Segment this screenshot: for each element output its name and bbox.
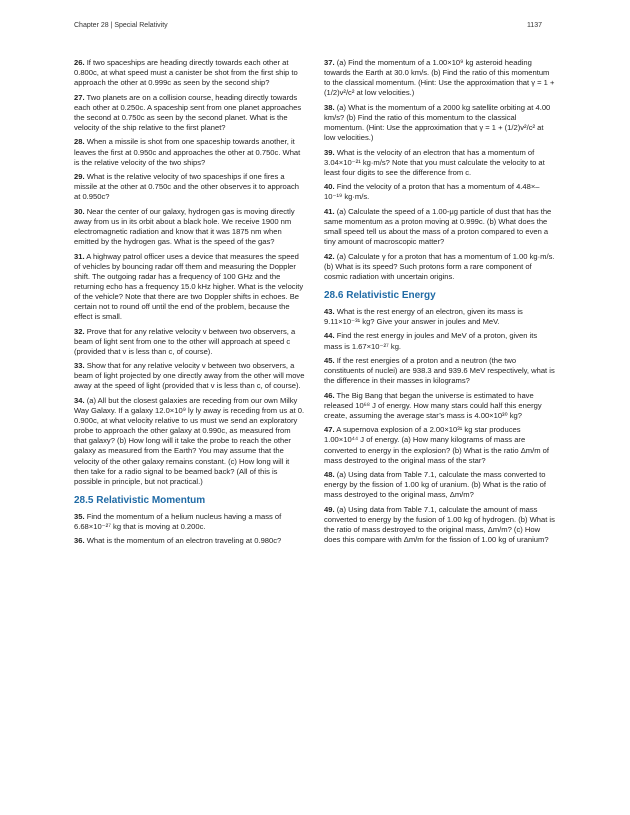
problem-number: 36. bbox=[74, 536, 85, 546]
problem-text: Find the velocity of a proton that has a momentum of 4.48×–10⁻¹⁹ kg·m/s. bbox=[324, 182, 540, 202]
chapter-title: Chapter 28 | Special Relativity bbox=[74, 22, 168, 29]
section-heading: 28.5 Relativistic Momentum bbox=[74, 494, 206, 506]
problem-number: 30. bbox=[74, 206, 85, 216]
problem-number: 29. bbox=[74, 172, 85, 182]
problem-text: What is the momentum of an electron traveling at 0.980c? bbox=[86, 536, 282, 546]
problem-34 bbox=[74, 396, 305, 487]
problem-number: 40. bbox=[324, 182, 335, 192]
problem-26 bbox=[74, 58, 305, 88]
problem-text: What is the relative velocity of two spaceships if one fires a missile at the other at 0.750c and the other observes it to approach at 0.950c? bbox=[74, 172, 299, 202]
problem-number: 46. bbox=[324, 390, 335, 400]
problem-32 bbox=[74, 327, 305, 357]
problem-text: (a) Using data from Table 7.1, calculate the amount of mass converted to energy by the fusion of 1.00 kg of hydrogen. (b) What is the ratio of mass destroyed to the original mass, Δm/m? (c) How does this compare with Δm/m for the fission of 1.00 kg of uranium? bbox=[324, 504, 555, 545]
problem-text: (a) Using data from Table 7.1, calculate the mass converted to energy by the fission of 1.00 kg of uranium. (b) What is the ratio of mass destroyed to the original mass, Δm/m? bbox=[324, 470, 547, 500]
page-number: 1137 bbox=[526, 22, 542, 29]
problem-49 bbox=[324, 505, 556, 545]
problem-text: (a) Calculate γ for a proton that has a momentum of 1.00 kg·m/s. (b) What is its speed? Such protons form a rare component of cosmic radiation with uncertain origins. bbox=[324, 251, 555, 281]
problem-35 bbox=[74, 512, 305, 532]
problem-29 bbox=[74, 172, 305, 202]
problem-48 bbox=[324, 470, 556, 500]
problem-text: Find the rest energy in joules and MeV of a proton, given its mass is 1.67×10⁻²⁷ kg. bbox=[324, 331, 538, 351]
problem-number: 49. bbox=[324, 504, 335, 514]
problem-44 bbox=[324, 331, 556, 351]
right-column bbox=[324, 58, 556, 550]
problem-number: 43. bbox=[324, 306, 335, 316]
problem-number: 27. bbox=[74, 92, 85, 102]
problem-number: 47. bbox=[324, 425, 335, 435]
problem-number: 37. bbox=[324, 58, 335, 67]
problem-number: 38. bbox=[324, 102, 335, 112]
problem-42 bbox=[324, 252, 556, 282]
problem-text: (a) Find the momentum of a 1.00×10⁹ kg asteroid heading towards the Earth at 30.0 km/s. (b) Find the ratio of this momentum to the classical momentum. (Hint: Use the approximation that γ = 1 + (1/2)v²/c² at low velocities.) bbox=[324, 58, 555, 98]
problem-text: What is the velocity of an electron that has a momentum of 3.04×10⁻²¹ kg·m/s? Note that you must calculate the velocity to at least four digits to see the difference from c. bbox=[324, 147, 545, 177]
problem-number: 33. bbox=[74, 361, 85, 371]
problem-36 bbox=[74, 536, 305, 546]
problem-46 bbox=[324, 391, 556, 421]
problem-number: 44. bbox=[324, 331, 335, 341]
problem-text: What is the rest energy of an electron, given its mass is 9.11×10⁻³¹ kg? Give your answer in joules and MeV. bbox=[324, 306, 523, 326]
problem-number: 42. bbox=[324, 251, 335, 261]
problem-text: (a) Calculate the speed of a 1.00-μg particle of dust that has the same momentum as a proton moving at 0.999c. (b) What does the small speed tell us about the mass of a proton compared to even a tiny amount of macroscopic matter? bbox=[324, 206, 552, 247]
problem-number: 39. bbox=[324, 147, 335, 157]
section-heading: 28.6 Relativistic Energy bbox=[324, 289, 436, 301]
problem-43 bbox=[324, 307, 556, 327]
problem-text: Find the momentum of a helium nucleus having a mass of 6.68×10⁻²⁷ kg that is moving at 0.200c. bbox=[74, 511, 282, 531]
problem-number: 28. bbox=[74, 137, 85, 147]
problem-30 bbox=[74, 207, 305, 247]
problem-28 bbox=[74, 137, 305, 167]
problem-number: 34. bbox=[74, 395, 85, 405]
problem-text: Show that for any relative velocity v between two observers, a beam of light projected by one directly away from the other will move away at the speed of light (provided that v is less than c, of course). bbox=[74, 361, 305, 391]
problem-text: The Big Bang that began the universe is estimated to have released 10⁶⁸ J of energy. How many stars could half this energy create, assuming the average star’s mass is 4.00×10³⁰ kg? bbox=[324, 390, 542, 420]
problem-40 bbox=[324, 182, 556, 202]
problem-number: 45. bbox=[324, 355, 335, 365]
problem-31 bbox=[74, 252, 305, 323]
problem-text: A supernova explosion of a 2.00×10³¹ kg star produces 1.00×10⁴⁴ J of energy. (a) How many kilograms of mass are converted to energy in the explosion? (b) What is the ratio Δm/m of mass destroyed to the original mass of the star? bbox=[324, 425, 549, 465]
problem-37 bbox=[324, 58, 556, 98]
problem-number: 31. bbox=[74, 251, 85, 261]
page-header bbox=[74, 22, 542, 34]
problem-33 bbox=[74, 361, 305, 391]
problem-text: When a missile is shot from one spaceship towards another, it leaves the first at 0.950c and approaches the other at 0.750c. What is the relative velocity of the two ships? bbox=[74, 137, 301, 167]
problem-27 bbox=[74, 93, 305, 133]
problem-number: 41. bbox=[324, 206, 335, 216]
problem-38 bbox=[324, 103, 556, 143]
problem-47 bbox=[324, 425, 556, 465]
problem-text: Prove that for any relative velocity v between two observers, a beam of light sent from one to the other will approach at speed c (provided that v is less than c, of course). bbox=[74, 326, 296, 356]
problem-39 bbox=[324, 148, 556, 178]
problem-text: (a) All but the closest galaxies are receding from our own Milky Way Galaxy. If a galaxy 12.0×10⁹ ly ly away is receding from us at 0. 0.900c, at what velocity relative to us must we send an exploratory probe to approach the other galaxy at 0.990c, as measured from that galaxy? (b) How long will it take the probe to reach the other galaxy as measured from the Earth? You may assume that the velocity of the other galaxy remains constant. (c) How long will it then take for a radio signal to be beamed back? (All of this is possible in principle, but not practical.) bbox=[74, 395, 305, 486]
problem-number: 35. bbox=[74, 511, 85, 521]
problem-number: 48. bbox=[324, 470, 335, 480]
problem-text: If the rest energies of a proton and a neutron (the two constituents of nuclei) are 938.3 and 939.6 MeV respectively, what is the difference in their masses in kilograms? bbox=[324, 355, 555, 386]
problem-text: (a) What is the momentum of a 2000 kg satellite orbiting at 4.00 km/s? (b) Find the ratio of this momentum to the classical momentum. (Hint: Use the approximation that γ = 1 + (1/2)v²/c² at low velocities.) bbox=[324, 102, 551, 143]
problem-number: 32. bbox=[74, 326, 85, 336]
problem-text: Near the center of our galaxy, hydrogen gas is moving directly away from us in its orbit about a black hole. We receive 1900 nm electromagnetic radiation and know that it was 1875 nm when emitted by the hydrogen gas. What is the speed of the gas? bbox=[74, 206, 295, 247]
problem-text: If two spaceships are heading directly towards each other at 0.800c, at what speed must a canister be shot from the first ship to approach the other at 0.999c as seen by the second ship? bbox=[74, 58, 298, 88]
problem-number: 26. bbox=[74, 58, 85, 67]
problem-41 bbox=[324, 207, 556, 247]
problem-text: Two planets are on a collision course, heading directly towards each other at 0.250c. A spaceship sent from one planet approaches the second at 0.750c as seen by the second planet. What is the velocity of the ship relative to the first planet? bbox=[74, 92, 302, 132]
left-column bbox=[74, 58, 305, 551]
problem-45 bbox=[324, 356, 556, 386]
problem-text: A highway patrol officer uses a device that measures the speed of vehicles by bouncing radar off them and measuring the Doppler shift. The outgoing radar has a frequency of 100 GHz and the returning echo has a frequency 15.0 kHz higher. What is the velocity of the vehicle? Note that there are two Doppler shifts in echoes. Be certain not to round off until the end of the problem, because the effect is small. bbox=[74, 251, 304, 322]
